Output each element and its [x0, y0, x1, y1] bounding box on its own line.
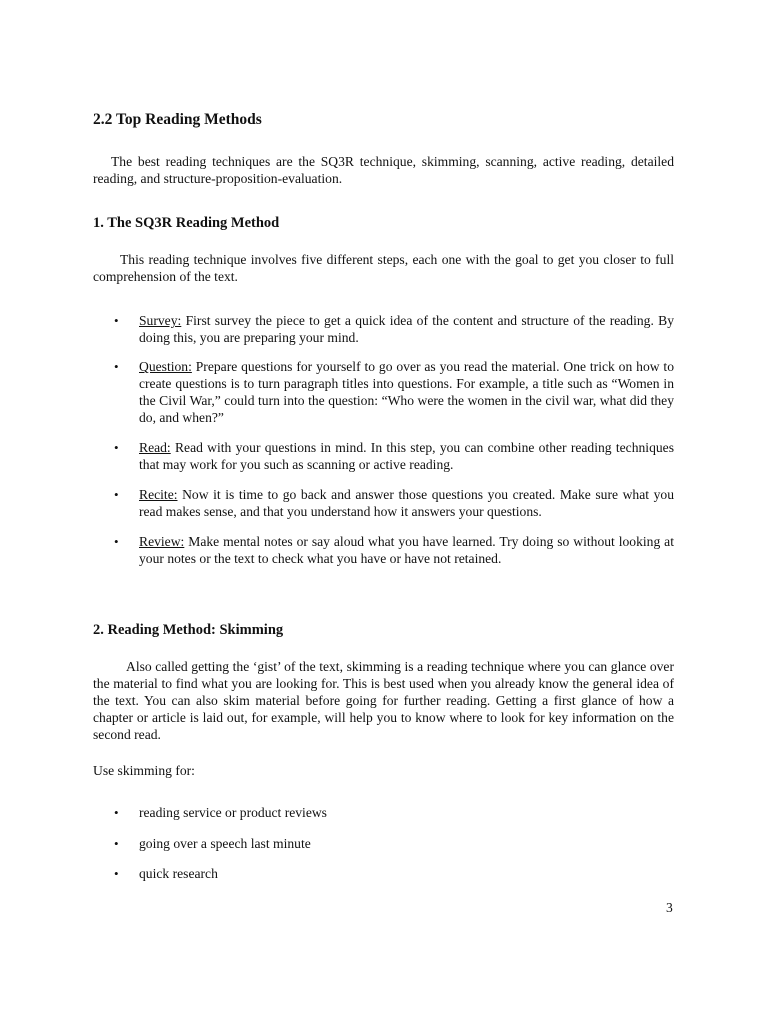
use-item-text: going over a speech last minute: [139, 836, 311, 851]
sq3r-step-review: [93, 533, 674, 567]
step-term: Read:: [139, 440, 171, 455]
use-item-text: reading service or product reviews: [139, 805, 327, 820]
intro-paragraph: The best reading techniques are the SQ3R technique, skimming, scanning, active reading, detailed reading, and structure-proposition-evaluation.: [93, 154, 674, 186]
sq3r-step-recite: [93, 486, 674, 520]
sq3r-step-question: [93, 358, 674, 426]
sq3r-paragraph: This reading technique involves five different steps, each one with the goal to get you closer to full comprehension of the text.: [93, 252, 674, 284]
bullet-icon: •: [114, 836, 119, 851]
bullet-icon: •: [114, 359, 119, 374]
sq3r-step-read: [93, 439, 674, 473]
step-text: Prepare questions for yourself to go over as you read the material. One trick on how to create questions is to turn paragraph titles into questions. For example, a title such as “Women in the Civil War,” could turn into the question: “Who were the women in the civil war, what did they do, and when?”: [139, 359, 674, 425]
skimming-heading: 2. Reading Method: Skimming: [93, 622, 284, 638]
step-term: Survey:: [139, 313, 182, 328]
step-text: First survey the piece to get a quick idea of the content and structure of the reading. By doing this, you are preparing your mind.: [139, 313, 674, 345]
step-term: Recite:: [139, 487, 178, 502]
step-text: Read with your questions in mind. In this step, you can combine other reading techniques that may work for you such as scanning or active reading.: [139, 440, 674, 472]
step-term: Question:: [139, 359, 192, 374]
use-item-text: quick research: [139, 866, 218, 881]
step-term: Review:: [139, 534, 185, 549]
bullet-icon: •: [114, 487, 119, 502]
bullet-icon: •: [114, 805, 119, 820]
skimming-paragraph: Also called getting the ‘gist’ of the text, skimming is a reading technique where you can glance over the material to find what you are looking for. This is best used when you already know the general idea of the text. You can also skim material before going for further reading. Getting a first glance of how a chapter or article is laid out, for example, will help you to know where to look for key information on the second read.: [93, 659, 674, 742]
skimming-use-item: [93, 865, 218, 882]
skimming-use-label: Use skimming for:: [93, 763, 195, 778]
sq3r-step-survey: [93, 312, 674, 346]
bullet-icon: •: [114, 866, 119, 881]
bullet-icon: •: [114, 313, 119, 328]
sq3r-heading: 1. The SQ3R Reading Method: [93, 215, 280, 231]
bullet-icon: •: [114, 440, 119, 455]
skimming-use-item: [93, 804, 327, 821]
skimming-use-item: [93, 835, 311, 852]
step-text: Make mental notes or say aloud what you have learned. Try doing so without looking at your notes or the text to check what you have or have not retained.: [139, 534, 674, 566]
step-text: Now it is time to go back and answer those questions you created. Make sure what you read makes sense, and that you understand how it answers your questions.: [139, 487, 674, 519]
page-number: 3: [666, 900, 673, 915]
section-heading: 2.2 Top Reading Methods: [93, 111, 262, 128]
bullet-icon: •: [114, 534, 119, 549]
